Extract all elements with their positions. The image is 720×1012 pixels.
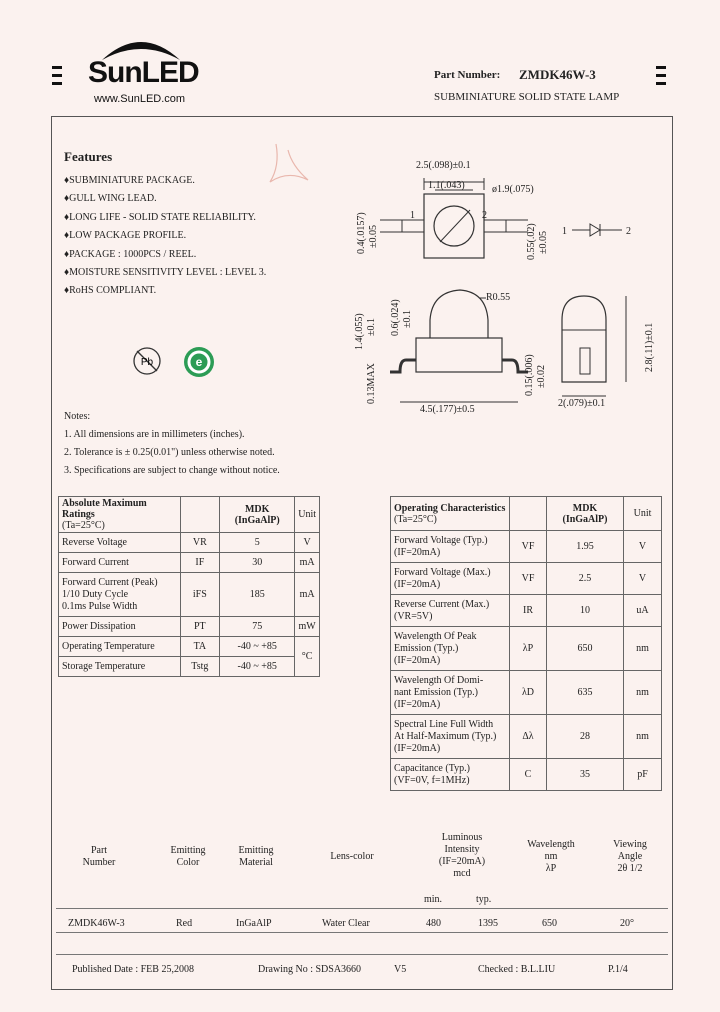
feature-item: ♦RoHS COMPLIANT. [64,285,157,297]
abs-table-title-cell: Absolute Maximum Ratings (Ta=25°C) [59,497,181,533]
features-list [64,172,266,301]
rohs-badge-text: e [195,355,203,369]
table-row: Wavelength Of Domi- nant Emission (Typ.) (IF=20mA) λD 635 nm [391,671,662,715]
symbol-pin-1: 1 [562,226,567,237]
lead-left [402,220,424,232]
cell-color: Red [176,918,193,929]
pb-badge-text: Pb [140,357,154,368]
operating-table [390,496,662,791]
version: V5 [394,964,407,975]
cell-typ: 1395 [478,918,498,929]
dim-max: 0.13MAX [366,363,377,404]
table-row: Forward Voltage (Typ.) (IF=20mA) VF 1.95 V [391,531,662,563]
part-number-label: Part Number: [434,69,501,81]
footer-divider [56,954,668,955]
pb-free-icon [132,346,162,376]
col-luminous-intensity: Luminous Intensity (IF=20mA) mcd [438,832,486,879]
dim-left: 0.4(.0157) [356,212,367,254]
dim-side-h1: 1.4(.055) [354,313,365,350]
subtitle: SUBMINIATURE SOLID STATE LAMP [434,91,620,103]
table-divider [56,932,668,933]
table-row: Reverse Current (Max.) (VR=5V) IR 10 uA [391,595,662,627]
table-row: Forward Current (Peak) 1/10 Duty Cycle 0.1ms Pulse Width iFS 185 mA [59,573,320,617]
symbol-pin-2: 2 [626,226,631,237]
dim-side-h2-tol: ±0.1 [402,310,413,328]
col-wavelength: Wavelength nm λP [527,839,575,874]
table-row: Power Dissipation PT 75 mW [59,617,320,637]
note-item: 2. Tolerance is ± 0.25(0.01") unless otherwise noted. [64,447,275,458]
feature-item: ♦SUBMINIATURE PACKAGE. [64,175,195,186]
published-date: Published Date : FEB 25,2008 [72,964,194,975]
rohs-icon [182,345,216,379]
table-row: Forward Voltage (Max.) (IF=20mA) VF 2.5 V [391,563,662,595]
abs-col-mdk: MDK (InGaAlP) [220,497,295,533]
abs-col-unit: Unit [295,497,320,533]
feature-item: ♦GULL WING LEAD. [64,193,157,205]
note-item: 1. All dimensions are in millimeters (inches). [64,429,245,440]
dim-side-h2: 0.6(.024) [390,299,401,336]
table-row: Storage Temperature Tstg -40 ~ +85 [59,657,320,677]
watermark-icon [258,136,318,196]
dim-top-width: 2.5(.098)±0.1 [416,160,471,171]
page-number: P.1/4 [608,964,628,975]
lead-right [484,220,506,232]
dim-left-tol: ±0.05 [368,225,379,248]
table-row: Reverse Voltage VR 5 V [59,533,320,553]
feature-item: ♦PACKAGE : 1000PCS / REEL. [64,248,197,260]
dim-lead-tol: ±0.02 [536,365,547,388]
feature-item: ♦MOISTURE SENSITIVITY LEVEL : LEVEL 3. [64,267,267,279]
cell-material: InGaAlP [236,918,272,929]
part-number: ZMDK46W-3 [519,67,596,82]
feature-item: ♦LONG LIFE - SOLID STATE RELIABILITY. [64,211,256,223]
dim-bottom-width: 4.5(.177)±0.5 [420,404,475,415]
table-row: Capacitance (Typ.) (VF=0V, f=1MHz) C 35 pF [391,759,662,791]
side-view-body [416,338,502,372]
table-row: Spectral Line Full Width At Half-Maximum (Typ.) (IF=20mA) Δλ 28 nm [391,715,662,759]
part-table [56,832,668,942]
cell-wavelength: 650 [542,918,557,929]
package-drawing [340,150,670,415]
pin-1-label: 1 [410,210,415,221]
diode-symbol-icon [590,224,600,236]
dim-right: 0.55(.02) [526,223,537,260]
op-table-title-cell: Operating Characteristics (Ta=25°C) [391,497,510,531]
cell-part-number: ZMDK46W-3 [68,918,125,929]
end-view-chip [580,348,590,374]
pin-2-label: 2 [482,210,487,221]
abs-max-table [58,496,320,677]
notes [64,408,280,480]
brand-logo: SunLED [88,56,199,89]
feature-item: ♦LOW PACKAGE PROFILE. [64,230,187,242]
website: www.SunLED.com [94,93,186,105]
table-row: Operating Temperature TA -40 ~ +85 °C [59,637,320,657]
col-part-number: Part Number [82,845,116,868]
col-typ: typ. [476,894,492,905]
op-col-mdk: MDK (InGaAlP) [547,497,624,531]
cell-lens: Water Clear [322,918,370,929]
table-row: Wavelength Of Peak Emission (Typ.) (IF=20mA) λP 650 nm [391,627,662,671]
top-view-body [424,194,484,258]
op-col-unit: Unit [624,497,662,531]
dim-end-width: 2(.079)±0.1 [558,398,606,409]
dim-side-h1-tol: ±0.1 [366,318,377,336]
notes-title: Notes: [64,411,91,422]
features-title: Features [64,149,113,164]
cell-min: 480 [426,918,441,929]
col-emitting-color: Emitting Color [170,845,206,868]
dim-lens-dia: ø1.9(.075) [492,184,534,195]
end-view-body [562,296,606,382]
dim-radius: R0.55 [486,292,511,303]
dim-lead: 0.15(.006) [524,354,535,396]
col-min: min. [424,894,443,905]
col-lens-color: Lens-color [330,851,374,862]
cell-angle: 20° [620,918,634,929]
table-divider [56,908,668,909]
drawing-number: Drawing No : SDSA3660 [258,964,362,975]
col-emitting-material: Emitting Material [238,845,274,868]
side-view-dome [430,290,488,338]
col-viewing-angle: Viewing Angle 2θ 1/2 [613,839,647,874]
table-row: Forward Current IF 30 mA [59,553,320,573]
lens-diameter-line [440,210,470,242]
dim-end-height: 2.8(.11)±0.1 [644,322,655,372]
dim-right-tol: ±0.05 [538,231,549,254]
dim-inner-width: 1.1(.043) [428,180,465,191]
note-item: 3. Specifications are subject to change without notice. [64,465,280,476]
checked-by: Checked : B.L.LIU [478,964,556,975]
